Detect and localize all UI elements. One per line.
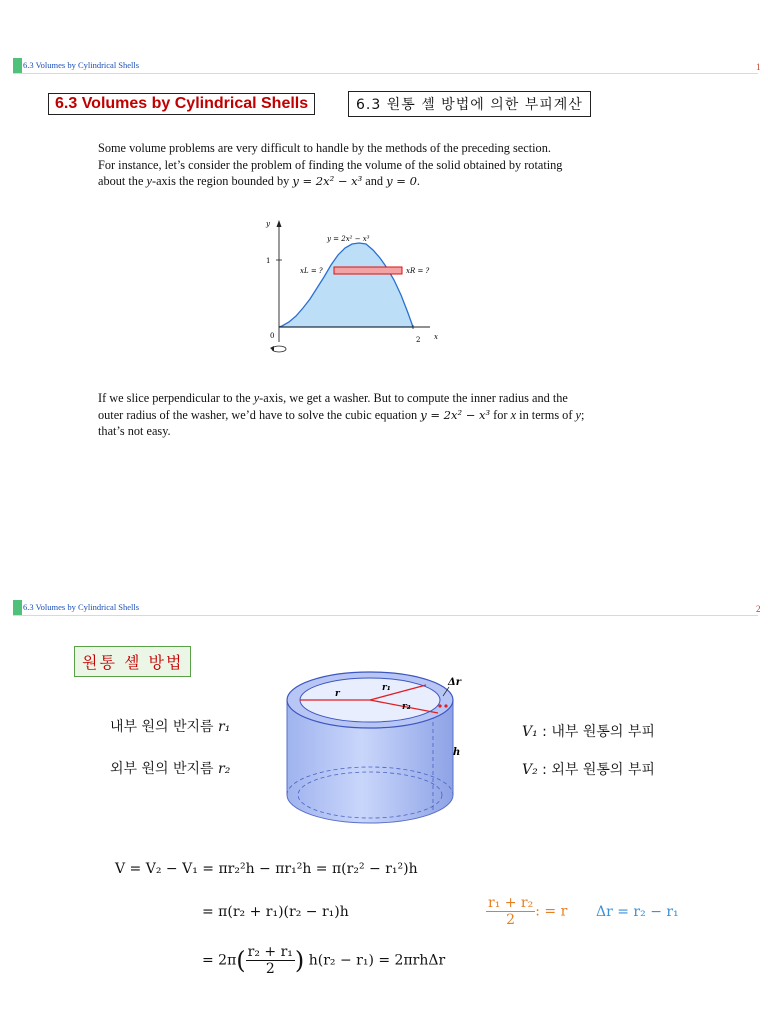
label-r1: r₁ [382, 683, 391, 693]
cubic-equation: y = 2x² − x³ [420, 407, 491, 422]
volume-equation-1: V = V₂ − V₁ = πr₂²h − πr₁²h = π(r₂² − r₁²)h [115, 861, 418, 877]
slide2-page-number: 2 [756, 604, 761, 614]
rotation-arrow-icon [272, 346, 286, 352]
xr-label: xR = ? [406, 267, 430, 275]
intro-line-3: about the y-axis the region bounded by y = 2x² − x³ and y = 0. [98, 174, 420, 188]
label-h: h [453, 747, 461, 758]
delta-r-dot-1 [438, 704, 441, 707]
label-delta-r: Δr [448, 677, 462, 688]
header-tab-marker-2 [13, 600, 22, 615]
para2-line-1: If we slice perpendicular to the y-axis, we get a washer. But to compute the inner radius and the [98, 391, 568, 405]
slide2-header: 6.3 Volumes by Cylindrical Shells [23, 602, 140, 612]
delta-r-definition: Δr = r₂ − r₁ [596, 904, 679, 920]
washer-slice [334, 267, 402, 274]
origin-label: 0 [270, 332, 275, 340]
y-axis-arrow [277, 220, 282, 227]
delta-r-dot-2 [444, 704, 447, 707]
header-tab-marker [13, 58, 22, 73]
slide1-header: 6.3 Volumes by Cylindrical Shells [23, 60, 140, 70]
slide1-page-number: 1 [756, 62, 761, 72]
v2-definition: V₂ : 외부 원통의 부피 [522, 762, 655, 778]
tick-label-two: 2 [416, 336, 421, 344]
slide1-washer-paragraph [98, 390, 688, 440]
equation-axis: y = 0 [386, 174, 417, 188]
volume-equation-3: = 2π( $\frac{\text{r₂ + r₁}}{2}$ ) h(r₂ − r₁) = 2πrhΔr [202, 944, 446, 977]
y-axis-label: y [266, 220, 270, 228]
cylindrical-shell-figure [270, 663, 470, 835]
slide2-title: 원통 셸 방법 [74, 646, 191, 677]
slide1-title-en: 6.3 Volumes by Cylindrical Shells [48, 93, 315, 115]
slide1-intro-paragraph [98, 140, 688, 190]
header-divider-2 [13, 615, 758, 616]
equation-curve: y = 2x² − x³ [292, 174, 363, 188]
header-divider [13, 73, 758, 74]
region-figure [258, 210, 448, 360]
rotation-arrowhead [270, 346, 274, 351]
average-radius-definition: $\frac{\text{r₁ + r₂}}{2}$ : = r [488, 895, 568, 928]
x-axis-label: x [434, 333, 438, 341]
slide1-title-ko: 6.3 원통 셸 방법에 의한 부피계산 [348, 91, 591, 117]
curve-label: y = 2x² − x³ [327, 235, 370, 243]
tick-label-one: 1 [266, 257, 271, 265]
para2-line-3: that’s not easy. [98, 424, 171, 438]
intro-line-1: Some volume problems are very difficult to handle by the methods of the preceding section. [98, 141, 551, 155]
intro-line-2: For instance, let’s consider the problem of finding the volume of the solid obtained by rotating [98, 157, 563, 172]
label-r: r [335, 689, 340, 699]
bounded-region [279, 243, 413, 327]
volume-equation-2: = π(r₂ + r₁)(r₂ − r₁)h [202, 904, 349, 920]
inner-radius-text: 내부 원의 반지름 r₁ [110, 719, 231, 735]
xl-label: xL = ? [300, 267, 323, 275]
label-r2: r₂ [402, 702, 411, 712]
outer-radius-text: 외부 원의 반지름 r₂ [110, 761, 231, 777]
para2-line-2: outer radius of the washer, we’d have to solve the cubic equation y = 2x² − x³ for x in terms of y; [98, 407, 585, 422]
v1-definition: V₁ : 내부 원통의 부피 [522, 724, 655, 740]
